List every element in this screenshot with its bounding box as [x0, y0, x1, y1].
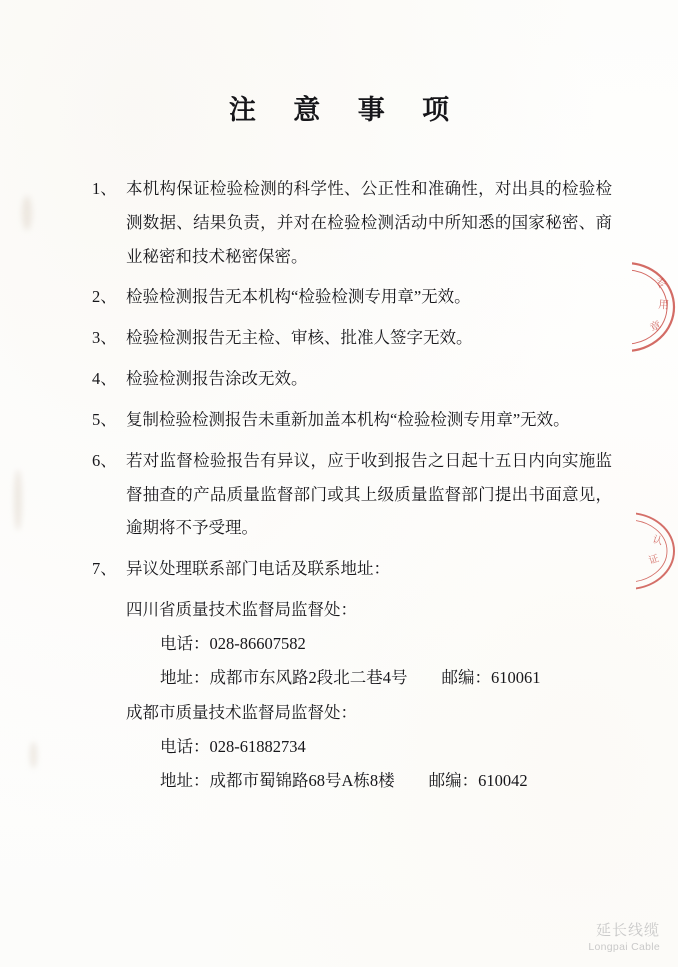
red-stamp-bottom-icon	[636, 512, 678, 590]
contact-address-line	[160, 661, 612, 695]
item-number: 5、	[92, 409, 117, 429]
item-text: 若对监督检验报告有异议，应于收到报告之日起十五日内向实施监督抽查的产品质量监督部门或其上级质量监督部门提出书面意见，逾期将不予受理。	[126, 450, 612, 538]
phone-value: 028-86607582	[209, 633, 306, 653]
item-text: 检验检测报告涂改无效。	[126, 369, 308, 389]
watermark-en: Longpai Cable	[588, 941, 660, 953]
list-item	[92, 321, 612, 355]
scan-smudge	[22, 196, 32, 230]
svg-text:认: 认	[651, 534, 664, 548]
contact-phone-line	[160, 627, 612, 661]
contact-org: 成都市质量技术监督局监督处：	[126, 703, 357, 723]
item-number: 1、	[92, 179, 117, 198]
page-title: 注 意 事 项	[228, 95, 464, 126]
postcode-label: 邮编：	[428, 771, 479, 790]
svg-text:用: 用	[657, 298, 670, 312]
contact-address-line	[160, 764, 612, 798]
address-label: 地址：	[160, 771, 210, 790]
postcode-label: 邮编：	[441, 667, 491, 687]
item-text: 异议处理联系部门电话及联系地址：	[126, 559, 390, 579]
item-text: 检验检测报告无本机构“检验检测专用章”无效。	[126, 287, 471, 307]
item-number: 2、	[92, 287, 117, 307]
red-stamp-top-icon	[632, 262, 678, 352]
item-number: 4、	[92, 369, 117, 389]
contact-org: 四川省质量技术监督局监督处：	[126, 599, 357, 619]
address-value: 成都市蜀锦路68号A栋8楼	[209, 771, 395, 790]
item-text: 本机构保证检验检测的科学性、公正性和准确性，对出具的检验检测数据、结果负责，并对在检验检测活动中所知悉的国家秘密、商业秘密和技术秘密保密。	[126, 179, 612, 266]
list-item	[92, 280, 612, 314]
list-item	[92, 403, 612, 437]
postcode-value: 610061	[491, 667, 541, 687]
scan-smudge	[14, 470, 22, 530]
svg-text:专: 专	[652, 275, 669, 292]
watermark-cn: 延长线缆	[595, 922, 660, 940]
scan-smudge	[30, 742, 37, 768]
phone-value: 028-61882734	[209, 737, 306, 757]
list-item	[92, 172, 612, 273]
svg-text:章: 章	[647, 318, 664, 335]
contact-phone-line	[160, 730, 612, 764]
address-label: 地址：	[160, 667, 210, 687]
item-text: 检验检测报告无主检、审核、批准人签字无效。	[126, 328, 473, 348]
item-number: 7、	[92, 559, 117, 579]
list-item	[92, 552, 612, 586]
postcode-value: 610042	[478, 771, 528, 790]
contact-block-provincial	[126, 593, 612, 798]
address-value: 成都市东风路2段北二巷4号	[209, 667, 408, 687]
notice-list	[92, 172, 612, 798]
phone-label: 电话：	[160, 737, 210, 757]
list-item	[92, 444, 612, 545]
item-number: 6、	[92, 450, 117, 470]
svg-text:证: 证	[647, 553, 661, 567]
list-item	[92, 362, 612, 396]
watermark	[588, 922, 660, 953]
phone-label: 电话：	[160, 633, 210, 653]
item-number: 3、	[92, 328, 117, 348]
item-text: 复制检验检测报告未重新加盖本机构“检验检测专用章”无效。	[126, 409, 570, 429]
